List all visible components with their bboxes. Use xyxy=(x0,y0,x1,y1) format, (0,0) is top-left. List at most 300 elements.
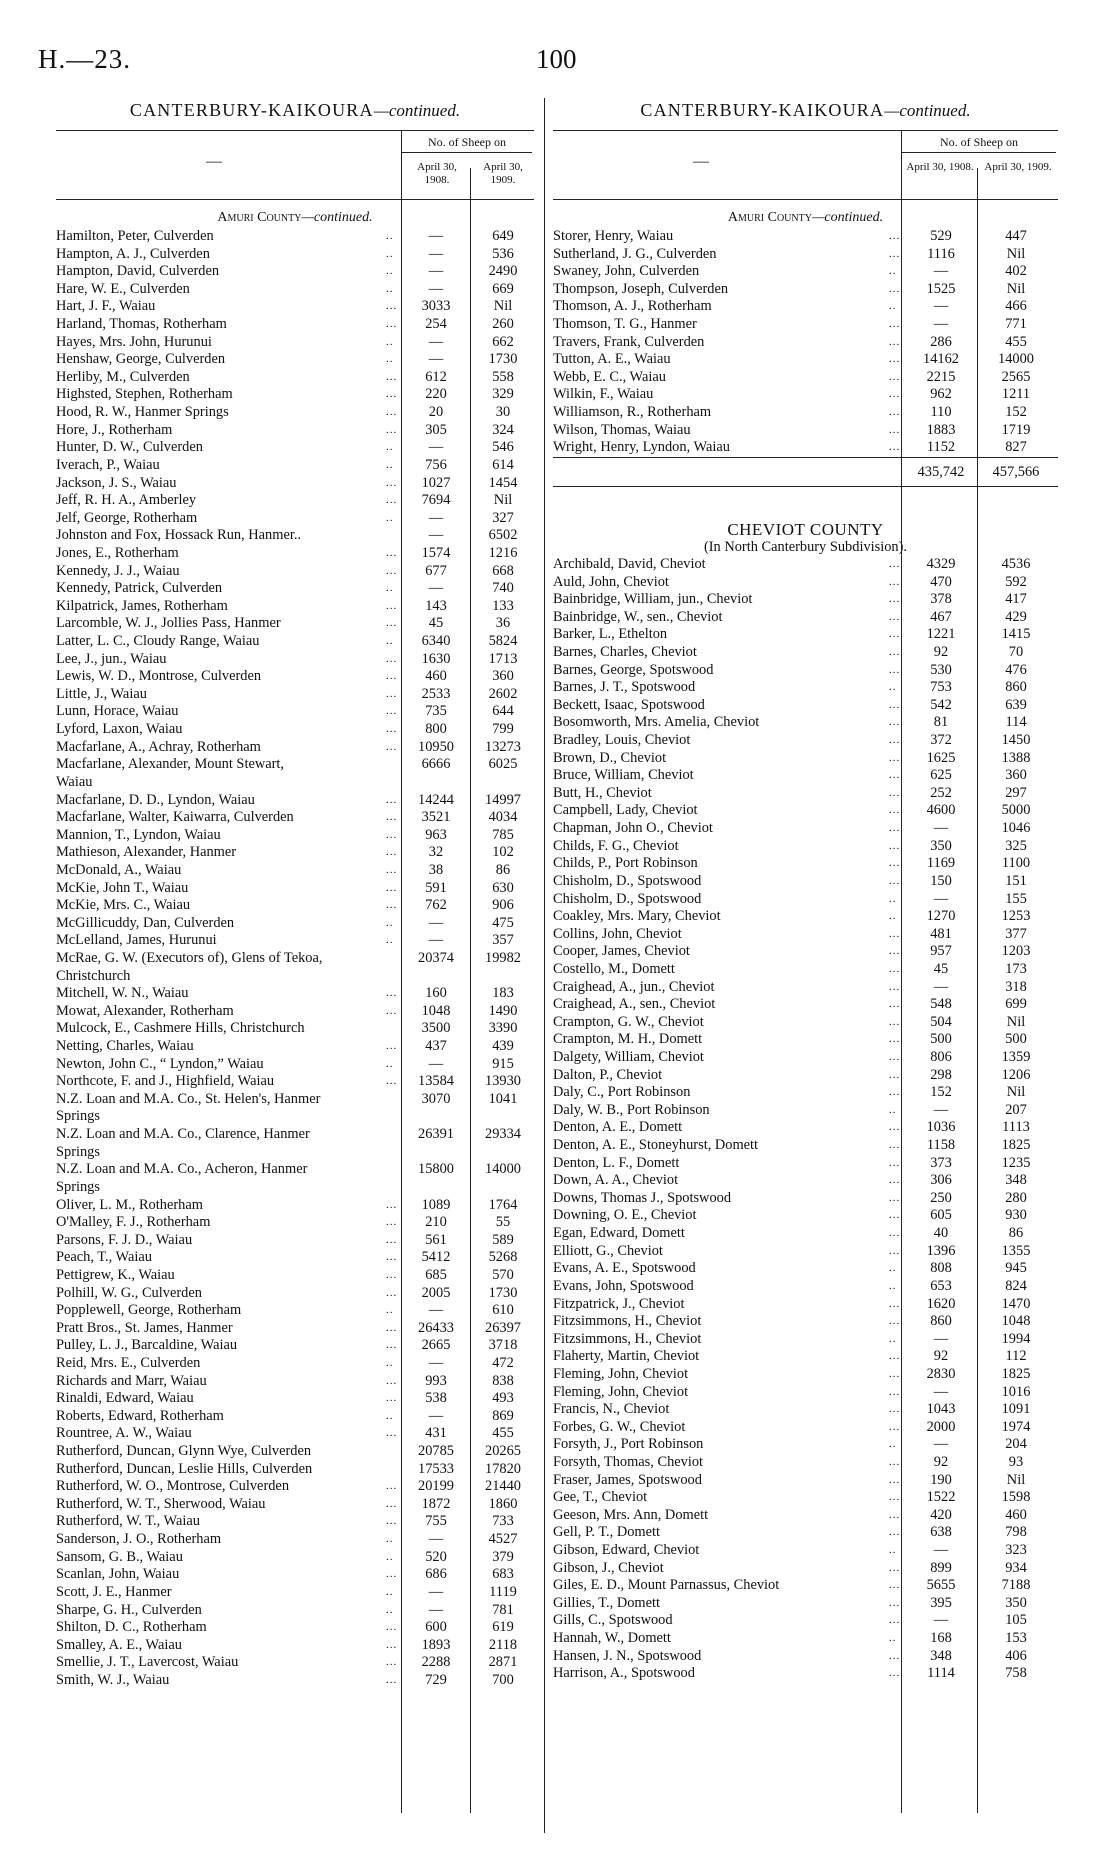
sheep-1909: 455 xyxy=(492,1425,514,1442)
sheep-1909: 1216 xyxy=(488,544,518,561)
table-row xyxy=(56,1496,534,1514)
table-row xyxy=(56,492,534,510)
leader-dots: ... xyxy=(889,980,901,993)
sheep-1909: 7188 xyxy=(1001,1577,1031,1594)
sheep-1908: 729 xyxy=(425,1671,447,1688)
sheep-1909: 500 xyxy=(1005,1031,1027,1048)
sheep-1908: 45 xyxy=(428,615,444,632)
owner-name: Harrison, A., Spotswood xyxy=(553,1665,695,1682)
sheep-1909: 55 xyxy=(495,1214,511,1231)
sheep-1909: 860 xyxy=(1005,679,1027,696)
table-row xyxy=(56,897,534,915)
sheep-1908: — xyxy=(428,228,444,244)
sheep-1908: — xyxy=(933,1436,949,1453)
leader-dots: ... xyxy=(889,406,901,419)
leader-dots: ... xyxy=(889,318,901,331)
owner-name: Thomson, A. J., Rotherham xyxy=(553,298,712,315)
owner-name: Sharpe, G. H., Culverden xyxy=(56,1601,202,1618)
owner-name: Craighead, A., jun., Cheviot xyxy=(553,978,715,995)
table-row xyxy=(56,1461,534,1479)
sheep-1908: 45 xyxy=(933,960,949,977)
sheep-1908: 1027 xyxy=(421,474,451,491)
table-row xyxy=(553,1366,1058,1384)
owner-name: Barnes, George, Spotswood xyxy=(553,661,714,678)
owner-name: Rutherford, W. T., Sherwood, Waiau xyxy=(56,1495,266,1512)
leader-dots: .. xyxy=(889,1438,897,1451)
table-row xyxy=(56,1672,534,1690)
table-row xyxy=(56,563,534,581)
owner-name: Forbes, G. W., Cheviot xyxy=(553,1418,686,1435)
sheep-1908: — xyxy=(428,280,444,297)
owner-name: Mitchell, W. N., Waiau xyxy=(56,985,189,1002)
owner-name: Wilkin, F., Waiau xyxy=(553,386,654,403)
table-row xyxy=(56,1584,534,1602)
owner-name: Northcote, F. and J., Highfield, Waiau xyxy=(56,1073,275,1090)
owner-name: Lee, J., jun., Waiau xyxy=(56,650,167,667)
owner-name: Rutherford, W. T., Waiau xyxy=(56,1513,200,1530)
sheep-1909: 1388 xyxy=(1001,749,1031,766)
table-row xyxy=(56,932,534,950)
sheep-1909: 1235 xyxy=(1001,1154,1031,1171)
right-column xyxy=(553,100,1058,1683)
leader-dots: ... xyxy=(386,1621,398,1634)
table-row xyxy=(56,334,534,352)
table-row xyxy=(553,1084,1058,1102)
sheep-1909: 327 xyxy=(492,509,514,526)
owner-name: O'Malley, F. J., Rotherham xyxy=(56,1214,211,1231)
sheep-1909: 1719 xyxy=(1001,421,1031,438)
owner-name: Mulcock, E., Cashmere Hills, Christchurch xyxy=(56,1020,305,1037)
leader-dots: ... xyxy=(386,546,398,559)
leader-dots: ... xyxy=(386,1392,398,1405)
leader-dots: ... xyxy=(386,652,398,665)
table-row xyxy=(553,873,1058,891)
sheep-1909: 592 xyxy=(1005,573,1027,590)
table-row xyxy=(56,281,534,299)
sheep-1908: 92 xyxy=(933,643,949,660)
sheep-1909: 325 xyxy=(1005,837,1027,854)
sheep-1909: 406 xyxy=(1005,1647,1027,1664)
owner-name: Elliott, G., Cheviot xyxy=(553,1242,663,1259)
leader-dots: ... xyxy=(889,1667,901,1680)
owner-name: Swaney, John, Culverden xyxy=(553,263,700,280)
sheep-1909: 2871 xyxy=(488,1654,518,1671)
sheep-1909: 2490 xyxy=(488,263,518,280)
owner-name: Chapman, John O., Cheviot xyxy=(553,820,713,837)
table-row xyxy=(56,686,534,704)
sheep-1908: 638 xyxy=(930,1524,952,1541)
owner-name: Pulley, L. J., Barcaldine, Waiau xyxy=(56,1337,238,1354)
owner-name: Gills, C., Spotswood xyxy=(553,1612,673,1629)
sheep-1909: 639 xyxy=(1005,696,1027,713)
owner-name: Mowat, Alexander, Rotherham xyxy=(56,1002,234,1019)
owner-name: Bradley, Louis, Cheviot xyxy=(553,732,691,749)
sheep-1908: 20 xyxy=(428,404,444,421)
leader-dots: ... xyxy=(386,881,398,894)
sheep-1909: 460 xyxy=(1005,1506,1027,1523)
leader-dots: .. xyxy=(386,247,394,260)
sheep-1909: 13273 xyxy=(485,738,521,755)
table-row xyxy=(56,1073,534,1091)
sheep-1909: 114 xyxy=(1005,714,1027,731)
leader-dots: ... xyxy=(889,1526,901,1539)
owner-name: Scott, J. E., Hanmer xyxy=(56,1583,172,1600)
sheep-1908: 26433 xyxy=(418,1319,454,1336)
sheep-1908: 92 xyxy=(933,1454,949,1470)
owner-name: Hampton, David, Culverden xyxy=(56,263,220,280)
leader-dots: ... xyxy=(889,1561,901,1574)
leader-dots: ... xyxy=(889,557,901,570)
leader-dots: ... xyxy=(889,1086,901,1099)
sheep-1909: 329 xyxy=(492,386,514,403)
sheep-1909: 758 xyxy=(1005,1665,1027,1682)
sheep-1909: 70 xyxy=(1008,643,1024,660)
table-row xyxy=(56,651,534,669)
leader-dots: ... xyxy=(889,1579,901,1592)
owner-name: Butt, H., Cheviot xyxy=(553,784,652,801)
table-row xyxy=(553,1436,1058,1454)
table-row xyxy=(56,1425,534,1443)
owner-name: Sansom, G. B., Waiau xyxy=(56,1548,183,1565)
sheep-1909: 669 xyxy=(492,280,514,297)
sheep-1908: 600 xyxy=(425,1619,447,1636)
table-row xyxy=(553,767,1058,785)
cheviot-county-subheading: (In North Canterbury Subdivision). xyxy=(703,538,908,555)
leader-dots: ... xyxy=(889,1244,901,1257)
sheep-1908: 252 xyxy=(930,784,952,801)
table-row xyxy=(56,1302,534,1320)
sheep-1909: 1041 xyxy=(488,1090,518,1107)
leader-dots: ... xyxy=(386,1268,398,1281)
owner-name: Roberts, Edward, Rotherham xyxy=(56,1407,224,1424)
owner-name: Popplewell, George, Rotherham xyxy=(56,1302,242,1319)
owner-name: Pratt Bros., St. James, Hanmer xyxy=(56,1319,233,1336)
leader-dots: ... xyxy=(889,804,901,817)
sheep-1908: 756 xyxy=(425,456,447,473)
table-row xyxy=(553,386,1058,404)
leader-dots: ... xyxy=(889,786,901,799)
sheep-1909: 402 xyxy=(1005,263,1027,280)
sheep-count-header: No. of Sheep on xyxy=(902,135,1056,153)
leader-dots: ... xyxy=(889,1420,901,1433)
sheep-1909: 86 xyxy=(1008,1225,1024,1242)
owner-name: Williamson, R., Rotherham xyxy=(553,404,712,421)
owner-name: Scanlan, John, Waiau xyxy=(56,1566,180,1583)
table-row xyxy=(553,1313,1058,1331)
leader-dots: ... xyxy=(386,723,398,736)
leader-dots: ... xyxy=(889,1209,901,1222)
owner-name: Macfarlane, Walter, Kaiwarra, Culverden xyxy=(56,809,294,826)
sheep-1908: — xyxy=(933,298,949,315)
owner-name: Peach, T., Waiau xyxy=(56,1249,152,1266)
owner-name: Rutherford, Duncan, Leslie Hills, Culverden xyxy=(56,1460,313,1477)
right-table-body-cheviot xyxy=(553,556,1058,1683)
table-row xyxy=(56,439,534,457)
owner-name: Hamilton, Peter, Culverden xyxy=(56,228,214,244)
table-row xyxy=(553,609,1058,627)
sheep-1909: 1359 xyxy=(1001,1048,1031,1065)
leader-dots: ... xyxy=(386,899,398,912)
sheep-1908: 548 xyxy=(930,996,952,1013)
table-row xyxy=(56,580,534,598)
leader-dots: .. xyxy=(386,458,394,471)
table-row xyxy=(553,422,1058,440)
table-row xyxy=(553,644,1058,662)
sheep-1908: 481 xyxy=(930,925,952,942)
sheep-1909: 546 xyxy=(492,439,514,456)
sheep-1909: 1994 xyxy=(1001,1330,1031,1347)
sheep-1909: 102 xyxy=(492,844,514,861)
owner-name: Crampton, G. W., Cheviot xyxy=(553,1013,704,1030)
owner-name: Childs, P., Port Robinson xyxy=(553,855,698,872)
sheep-1909: Nil xyxy=(493,298,513,315)
sheep-1908: 1883 xyxy=(926,421,956,438)
owner-name: McDonald, A., Waiau xyxy=(56,861,182,878)
owner-name: Fleming, John, Cheviot xyxy=(553,1365,689,1382)
table-row xyxy=(553,1384,1058,1402)
table-row xyxy=(56,475,534,493)
sheep-1909: 207 xyxy=(1005,1101,1027,1118)
sheep-1908: — xyxy=(933,316,949,333)
owner-name: Shilton, D. C., Rotherham xyxy=(56,1619,207,1636)
sheep-1909: 610 xyxy=(492,1302,514,1319)
owner-name: Pettigrew, K., Waiau xyxy=(56,1266,175,1283)
leader-dots: ... xyxy=(889,839,901,852)
sheep-1908: 2215 xyxy=(926,368,956,385)
leader-dots: ... xyxy=(889,1227,901,1240)
owner-name: Fitzpatrick, J., Cheviot xyxy=(553,1295,685,1312)
table-row xyxy=(56,721,534,739)
leader-dots: ... xyxy=(889,388,901,401)
leader-dots: .. xyxy=(386,635,394,648)
sheep-1908: 348 xyxy=(930,1647,952,1664)
sheep-1908: 1048 xyxy=(421,1002,451,1019)
sheep-1908: 1036 xyxy=(926,1119,956,1136)
leader-dots: .. xyxy=(889,1332,897,1345)
owner-name: Iverach, P., Waiau xyxy=(56,456,160,473)
sheep-1908: 1574 xyxy=(421,544,451,561)
leader-dots: .. xyxy=(889,300,897,313)
sheep-1909: 112 xyxy=(1005,1348,1027,1365)
sheep-1908: 92 xyxy=(933,1348,949,1365)
leader-dots: ... xyxy=(889,423,901,436)
sheep-1909: 183 xyxy=(492,985,514,1002)
sheep-1908: — xyxy=(428,1302,444,1319)
leader-dots: ... xyxy=(386,1374,398,1387)
table-row xyxy=(56,950,534,968)
leader-dots: .. xyxy=(386,1585,394,1598)
leader-dots: ... xyxy=(889,1473,901,1486)
sheep-1908: 20199 xyxy=(418,1478,454,1495)
owner-name: N.Z. Loan and M.A. Co., Acheron, Hanmer xyxy=(56,1161,308,1178)
table-row xyxy=(553,1119,1058,1137)
owner-name: Little, J., Waiau xyxy=(56,685,147,702)
total-1909: 457,566 xyxy=(992,463,1040,480)
sheep-1908: 32 xyxy=(428,844,444,861)
sheep-1909: 20265 xyxy=(485,1443,521,1460)
table-row xyxy=(56,1232,534,1250)
table-row xyxy=(553,1331,1058,1349)
sheep-1908: 677 xyxy=(425,562,447,579)
sheep-1909: 455 xyxy=(1005,333,1027,350)
sheep-1909: 204 xyxy=(1005,1436,1027,1453)
owner-name: Hannah, W., Domett xyxy=(553,1630,671,1647)
sheep-1909: 1016 xyxy=(1001,1383,1031,1400)
leader-dots: ... xyxy=(386,617,398,630)
leader-dots: ... xyxy=(889,230,901,242)
sheep-1909: 536 xyxy=(492,245,514,262)
table-row xyxy=(56,1003,534,1021)
sheep-1908: 420 xyxy=(930,1506,952,1523)
table-row xyxy=(56,351,534,369)
leader-dots: ... xyxy=(889,1033,901,1046)
owner-name: Hood, R. W., Hanmer Springs xyxy=(56,404,229,421)
owner-name: Harland, Thomas, Rotherham xyxy=(56,316,227,333)
table-row xyxy=(553,1489,1058,1507)
sheep-1909: 558 xyxy=(492,368,514,385)
owner-name: Springs xyxy=(56,1108,100,1125)
owner-name: Hampton, A. J., Culverden xyxy=(56,245,210,262)
owner-name: Fitzsimmons, H., Cheviot xyxy=(553,1313,702,1330)
sheep-1908: 20785 xyxy=(418,1443,454,1460)
owner-name: Smellie, J. T., Lavercost, Waiau xyxy=(56,1654,239,1671)
table-row xyxy=(56,1267,534,1285)
leader-dots: ... xyxy=(889,734,901,747)
table-row xyxy=(553,404,1058,422)
sheep-1908: 625 xyxy=(930,767,952,784)
leader-dots: ... xyxy=(889,945,901,958)
table-row xyxy=(553,1648,1058,1666)
sheep-1909: Nil xyxy=(1006,1084,1026,1101)
owner-name: McGillicuddy, Dan, Culverden xyxy=(56,914,235,931)
sheep-1908: — xyxy=(428,1407,444,1424)
leader-dots: ... xyxy=(386,740,398,753)
owner-name: Christchurch xyxy=(56,967,131,984)
owner-name: Craighead, A., sen., Cheviot xyxy=(553,996,716,1013)
leader-dots: ... xyxy=(386,863,398,876)
sheep-1909: 785 xyxy=(492,826,514,843)
leader-dots: ... xyxy=(889,282,901,295)
leader-dots: ... xyxy=(889,1191,901,1204)
leader-dots: .. xyxy=(889,265,897,278)
owner-name: Tutton, A. E., Waiau xyxy=(553,351,671,368)
owner-name: Macfarlane, A., Achray, Rotherham xyxy=(56,738,261,755)
sheep-1908: 612 xyxy=(425,368,447,385)
sheep-1908: 3500 xyxy=(421,1020,451,1037)
leader-dots: ... xyxy=(386,1427,398,1440)
leader-dots: ... xyxy=(386,1004,398,1017)
owner-name: Lewis, W. D., Montrose, Culverden xyxy=(56,668,262,685)
table-row xyxy=(553,714,1058,732)
sheep-1908: 762 xyxy=(425,897,447,914)
owner-name: Beckett, Isaac, Spotswood xyxy=(553,696,705,713)
sheep-1908: 2830 xyxy=(926,1365,956,1382)
sheep-1908: 2665 xyxy=(421,1337,451,1354)
sheep-1908: 10950 xyxy=(418,738,454,755)
owner-name: Jelf, George, Rotherham xyxy=(56,509,198,526)
leader-dots: ... xyxy=(889,1350,901,1363)
sheep-1908: 4329 xyxy=(926,555,956,572)
owner-name: Fleming, John, Cheviot xyxy=(553,1383,689,1400)
leader-dots: ... xyxy=(386,1075,398,1088)
sheep-1908: 298 xyxy=(930,1066,952,1083)
sheep-1909: 869 xyxy=(492,1407,514,1424)
owner-name: Gell, P. T., Domett xyxy=(553,1524,660,1541)
table-row xyxy=(56,1355,534,1373)
sheep-1909: 472 xyxy=(492,1355,514,1371)
sheep-1908: 561 xyxy=(425,1231,447,1248)
leader-dots: ... xyxy=(889,962,901,975)
leader-dots: ... xyxy=(889,593,901,606)
leader-dots: ... xyxy=(386,1515,398,1528)
sheep-1909: 5268 xyxy=(488,1249,518,1266)
table-row xyxy=(56,739,534,757)
col-1908-header: April 30, 1908. xyxy=(417,161,457,186)
table-row xyxy=(553,1225,1058,1243)
sheep-1908: 504 xyxy=(930,1013,952,1030)
table-row xyxy=(553,1542,1058,1560)
owner-name: Denton, L. F., Domett xyxy=(553,1154,680,1171)
leader-dots: ... xyxy=(889,610,901,623)
left-column-title: CANTERBURY-KAIKOURA—continued. xyxy=(129,100,461,120)
table-row xyxy=(553,979,1058,997)
right-column-title: CANTERBURY-KAIKOURA—continued. xyxy=(640,100,971,120)
sheep-1908: 26391 xyxy=(418,1126,454,1143)
table-row xyxy=(553,908,1058,926)
sheep-1909: 662 xyxy=(492,333,514,350)
sheep-1908: 373 xyxy=(930,1154,952,1171)
sheep-1908: 800 xyxy=(425,721,447,738)
leader-dots: ... xyxy=(889,751,901,764)
owner-name: Gibson, Edward, Cheviot xyxy=(553,1542,700,1559)
sheep-1908: 1893 xyxy=(421,1636,451,1653)
owner-name: Thompson, Joseph, Culverden xyxy=(553,280,729,297)
sheep-1908: 6340 xyxy=(421,633,451,650)
leader-dots: ... xyxy=(889,1156,901,1169)
owner-name: Gee, T., Cheviot xyxy=(553,1489,648,1506)
leader-dots: ... xyxy=(889,927,901,940)
sheep-1909: 1113 xyxy=(1002,1119,1030,1136)
owner-name: Campbell, Lady, Cheviot xyxy=(553,802,698,819)
table-row xyxy=(553,1595,1058,1613)
owner-name: Lunn, Horace, Waiau xyxy=(56,703,179,720)
sheep-1909: 1253 xyxy=(1001,908,1031,925)
table-row xyxy=(553,1031,1058,1049)
leader-dots: ... xyxy=(889,1139,901,1152)
sheep-1908: 254 xyxy=(425,316,447,333)
table-row xyxy=(56,510,534,528)
sheep-1909: 570 xyxy=(492,1266,514,1283)
table-row xyxy=(56,1654,534,1672)
sheep-1909: 6502 xyxy=(488,527,518,544)
sheep-1908: — xyxy=(933,978,949,995)
sheep-1909: 29334 xyxy=(485,1126,521,1143)
leader-dots: ... xyxy=(386,846,398,859)
sheep-1909: 798 xyxy=(1005,1524,1027,1541)
table-row xyxy=(56,1408,534,1426)
table-row xyxy=(553,943,1058,961)
owner-name: Henshaw, George, Culverden xyxy=(56,351,226,368)
sheep-1908: — xyxy=(428,1531,444,1548)
owner-name: Barnes, J. T., Spotswood xyxy=(553,679,696,696)
sheep-1908: 685 xyxy=(425,1266,447,1283)
sheep-1908: 306 xyxy=(930,1172,952,1189)
table-row xyxy=(56,457,534,475)
sheep-1908: — xyxy=(428,527,444,544)
sheep-1908: 40 xyxy=(933,1225,949,1242)
sheep-1909: 152 xyxy=(1005,404,1027,421)
owner-name: Kennedy, Patrick, Culverden xyxy=(56,580,223,597)
